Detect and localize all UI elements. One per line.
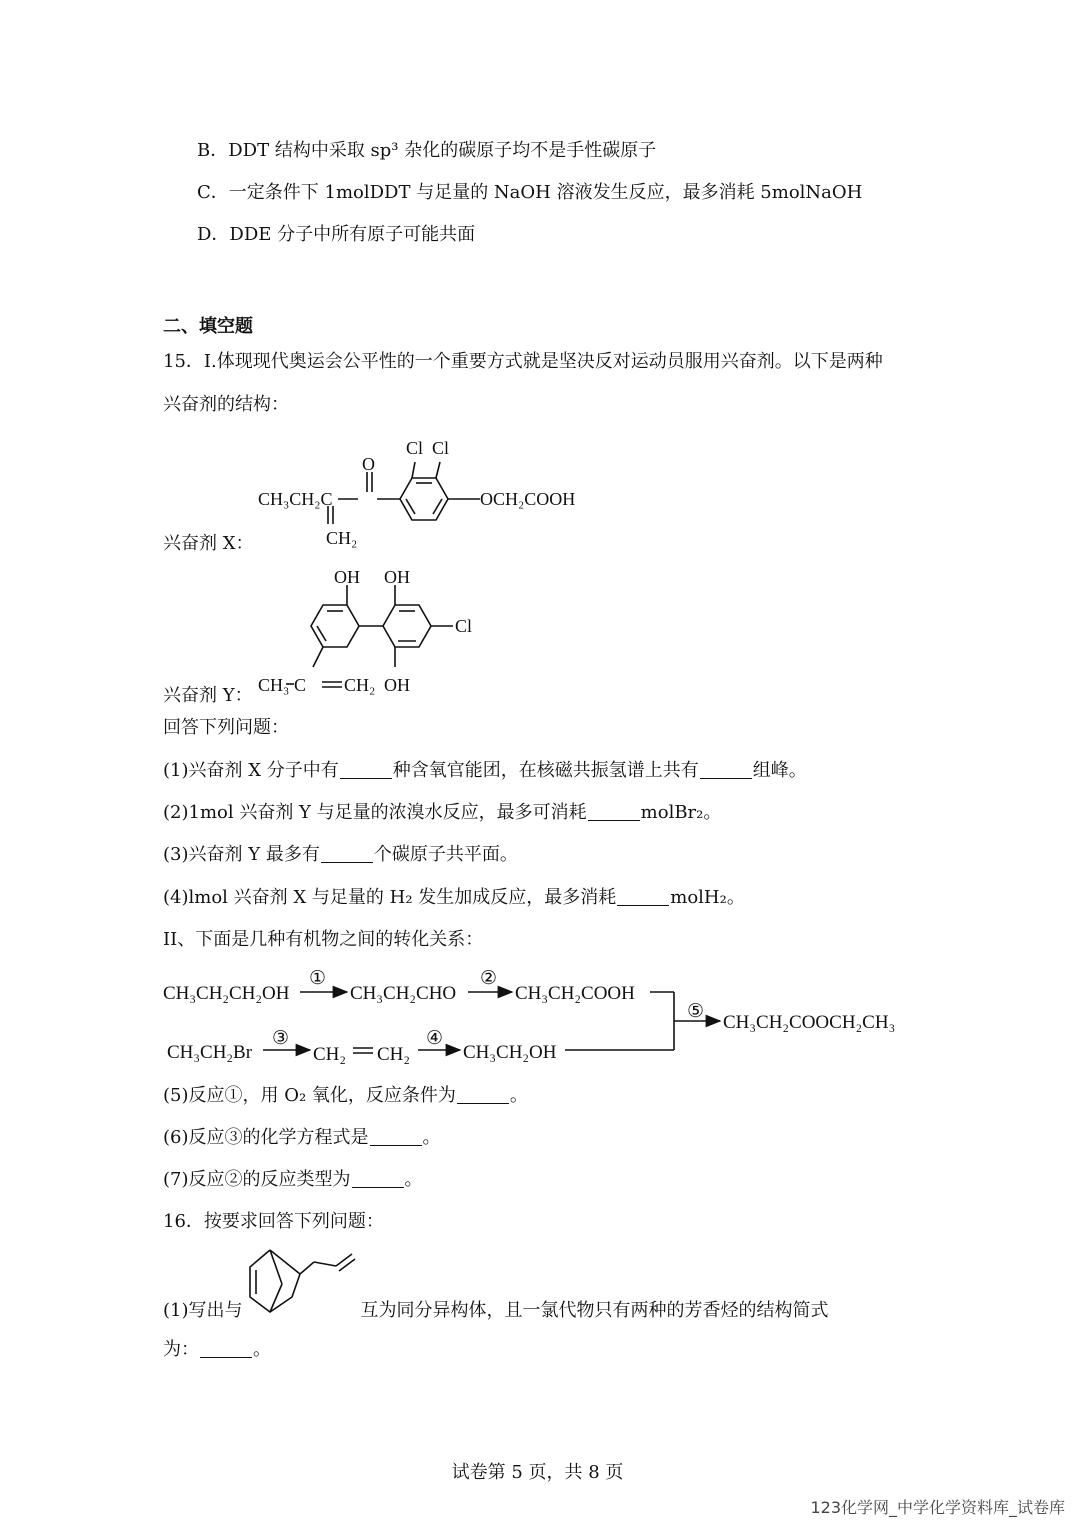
q15-2 <box>163 801 721 825</box>
scheme-bromoethane: CH₃CH₂Br <box>167 1042 253 1063</box>
q16-1-text-b: 互为同分异构体，且一氯代物只有两种的芳香烃的结构简式 <box>360 1300 829 1321</box>
q16-title: 16．按要求回答下列问题： <box>163 1211 384 1232</box>
q15-3-text-a: (3)兴奋剂 Y 最多有 <box>163 844 320 865</box>
q15-1-text-c: 组峰。 <box>752 760 807 781</box>
q15-2-text-b: molBr₂。 <box>640 802 722 823</box>
answer-blank[interactable] <box>352 1169 404 1188</box>
q15-3-text-b: 个碳原子共平面。 <box>373 844 518 865</box>
x-carbonyl-o: O <box>362 454 375 474</box>
answer-blank[interactable] <box>588 802 640 821</box>
scheme-propanal: CH₃CH₂CHO <box>350 983 457 1004</box>
q15-1-text-b: 种含氧官能团，在核磁共振氢谱上共有 <box>392 760 699 781</box>
q15-5 <box>163 1084 528 1108</box>
page-footer: 试卷第 5 页，共 8 页 <box>451 1462 624 1483</box>
y-ch2: CH₂ <box>344 675 376 695</box>
scheme-step-4: ④ <box>426 1028 444 1049</box>
scheme-step-3: ③ <box>272 1028 290 1049</box>
y-c: C <box>294 675 307 695</box>
scheme-ethylene-b: CH₂ <box>377 1044 411 1065</box>
q16-1-text-d: 。 <box>253 1339 271 1360</box>
part2-intro: II、下面是几种有机物之间的转化关系： <box>163 929 484 950</box>
answer-blank[interactable] <box>321 844 373 863</box>
q15-4 <box>163 886 745 910</box>
q15-3 <box>163 843 518 867</box>
q15-x-label: 兴奋剂 X： <box>163 533 254 554</box>
q15-4-text-a: (4)lmol 兴奋剂 X 与足量的 H₂ 发生加成反应，最多消耗 <box>163 887 617 908</box>
answer-blank[interactable] <box>617 887 669 906</box>
q15-6-text-a: (6)反应③的化学方程式是 <box>163 1127 369 1148</box>
q15-y-label: 兴奋剂 Y： <box>163 685 253 706</box>
scheme-propanol: CH₃CH₂CH₂OH <box>163 983 290 1004</box>
x-methylene: CH₂ <box>326 528 358 548</box>
q15-7-text-a: (7)反应②的反应类型为 <box>163 1169 351 1190</box>
scheme-ethylene-a: CH₂ <box>313 1044 347 1065</box>
q15-4-text-b: molH₂。 <box>670 887 745 908</box>
watermark: 123化学网_中学化学资料库_试卷库 <box>810 1498 1065 1517</box>
q16-1-text-c: 为： <box>163 1339 199 1360</box>
x-cl1: Cl <box>406 438 424 458</box>
y-oh2: OH <box>384 567 410 587</box>
q15-6-text-b: 。 <box>422 1127 441 1148</box>
scheme-propanoic-acid: CH₃CH₂COOH <box>515 983 635 1004</box>
scheme-step-2: ② <box>480 968 498 989</box>
q15-6 <box>163 1126 441 1150</box>
q16-1 <box>163 1299 829 1323</box>
section-title: 二、填空题 <box>163 316 253 337</box>
scheme-product: CH₃CH₂COOCH₂CH₃ <box>723 1012 896 1033</box>
q15-5-text-b: 。 <box>509 1085 528 1106</box>
x-chain: CH₃CH₂C <box>258 489 333 509</box>
option-c: C．一定条件下 1molDDT 与足量的 NaOH 溶液发生反应，最多消耗 5molNaOH <box>197 182 863 203</box>
option-d: D．DDE 分子中所有原子可能共面 <box>197 224 476 245</box>
q15-7 <box>163 1168 423 1192</box>
scheme-ethanol: CH₃CH₂OH <box>463 1042 557 1063</box>
q16-1-text-a: (1)写出与 <box>163 1300 243 1321</box>
y-cl: Cl <box>455 616 473 636</box>
y-ch3: CH₃ <box>258 675 290 695</box>
q15-2-text-a: (2)1mol 兴奋剂 Y 与足量的浓溴水反应，最多可消耗 <box>163 802 587 823</box>
q15-intro-line1: 15．I.体现现代奥运会公平性的一个重要方式就是坚决反对运动员服用兴奋剂。以下是两种 <box>163 351 883 372</box>
q15-5-text-a: (5)反应①，用 O₂ 氧化，反应条件为 <box>163 1085 456 1106</box>
q15-1 <box>163 759 807 783</box>
answer-blank[interactable] <box>340 760 392 779</box>
x-cl2: Cl <box>432 438 450 458</box>
answer-blank[interactable] <box>370 1127 422 1146</box>
y-oh3: OH <box>384 675 410 695</box>
answer-blank[interactable] <box>700 760 752 779</box>
q16-1-cont <box>163 1338 271 1362</box>
reaction-scheme <box>160 962 920 1072</box>
option-b: B．DDT 结构中采取 sp³ 杂化的碳原子均不是手性碳原子 <box>197 140 657 161</box>
q15-7-text-b: 。 <box>404 1169 423 1190</box>
answer-blank[interactable] <box>200 1339 252 1358</box>
structure-x <box>250 432 610 552</box>
x-tail: OCH₂COOH <box>480 489 576 509</box>
scheme-step-5: ⑤ <box>687 1001 705 1022</box>
q15-1-text-a: (1)兴奋剂 X 分子中有 <box>163 760 339 781</box>
answer-blank[interactable] <box>457 1085 509 1104</box>
structure-y <box>250 563 490 703</box>
answer-prompt: 回答下列问题： <box>163 717 289 738</box>
scheme-step-1: ① <box>309 968 327 989</box>
y-oh1: OH <box>334 567 360 587</box>
q15-intro-line2: 兴奋剂的结构： <box>163 394 289 415</box>
